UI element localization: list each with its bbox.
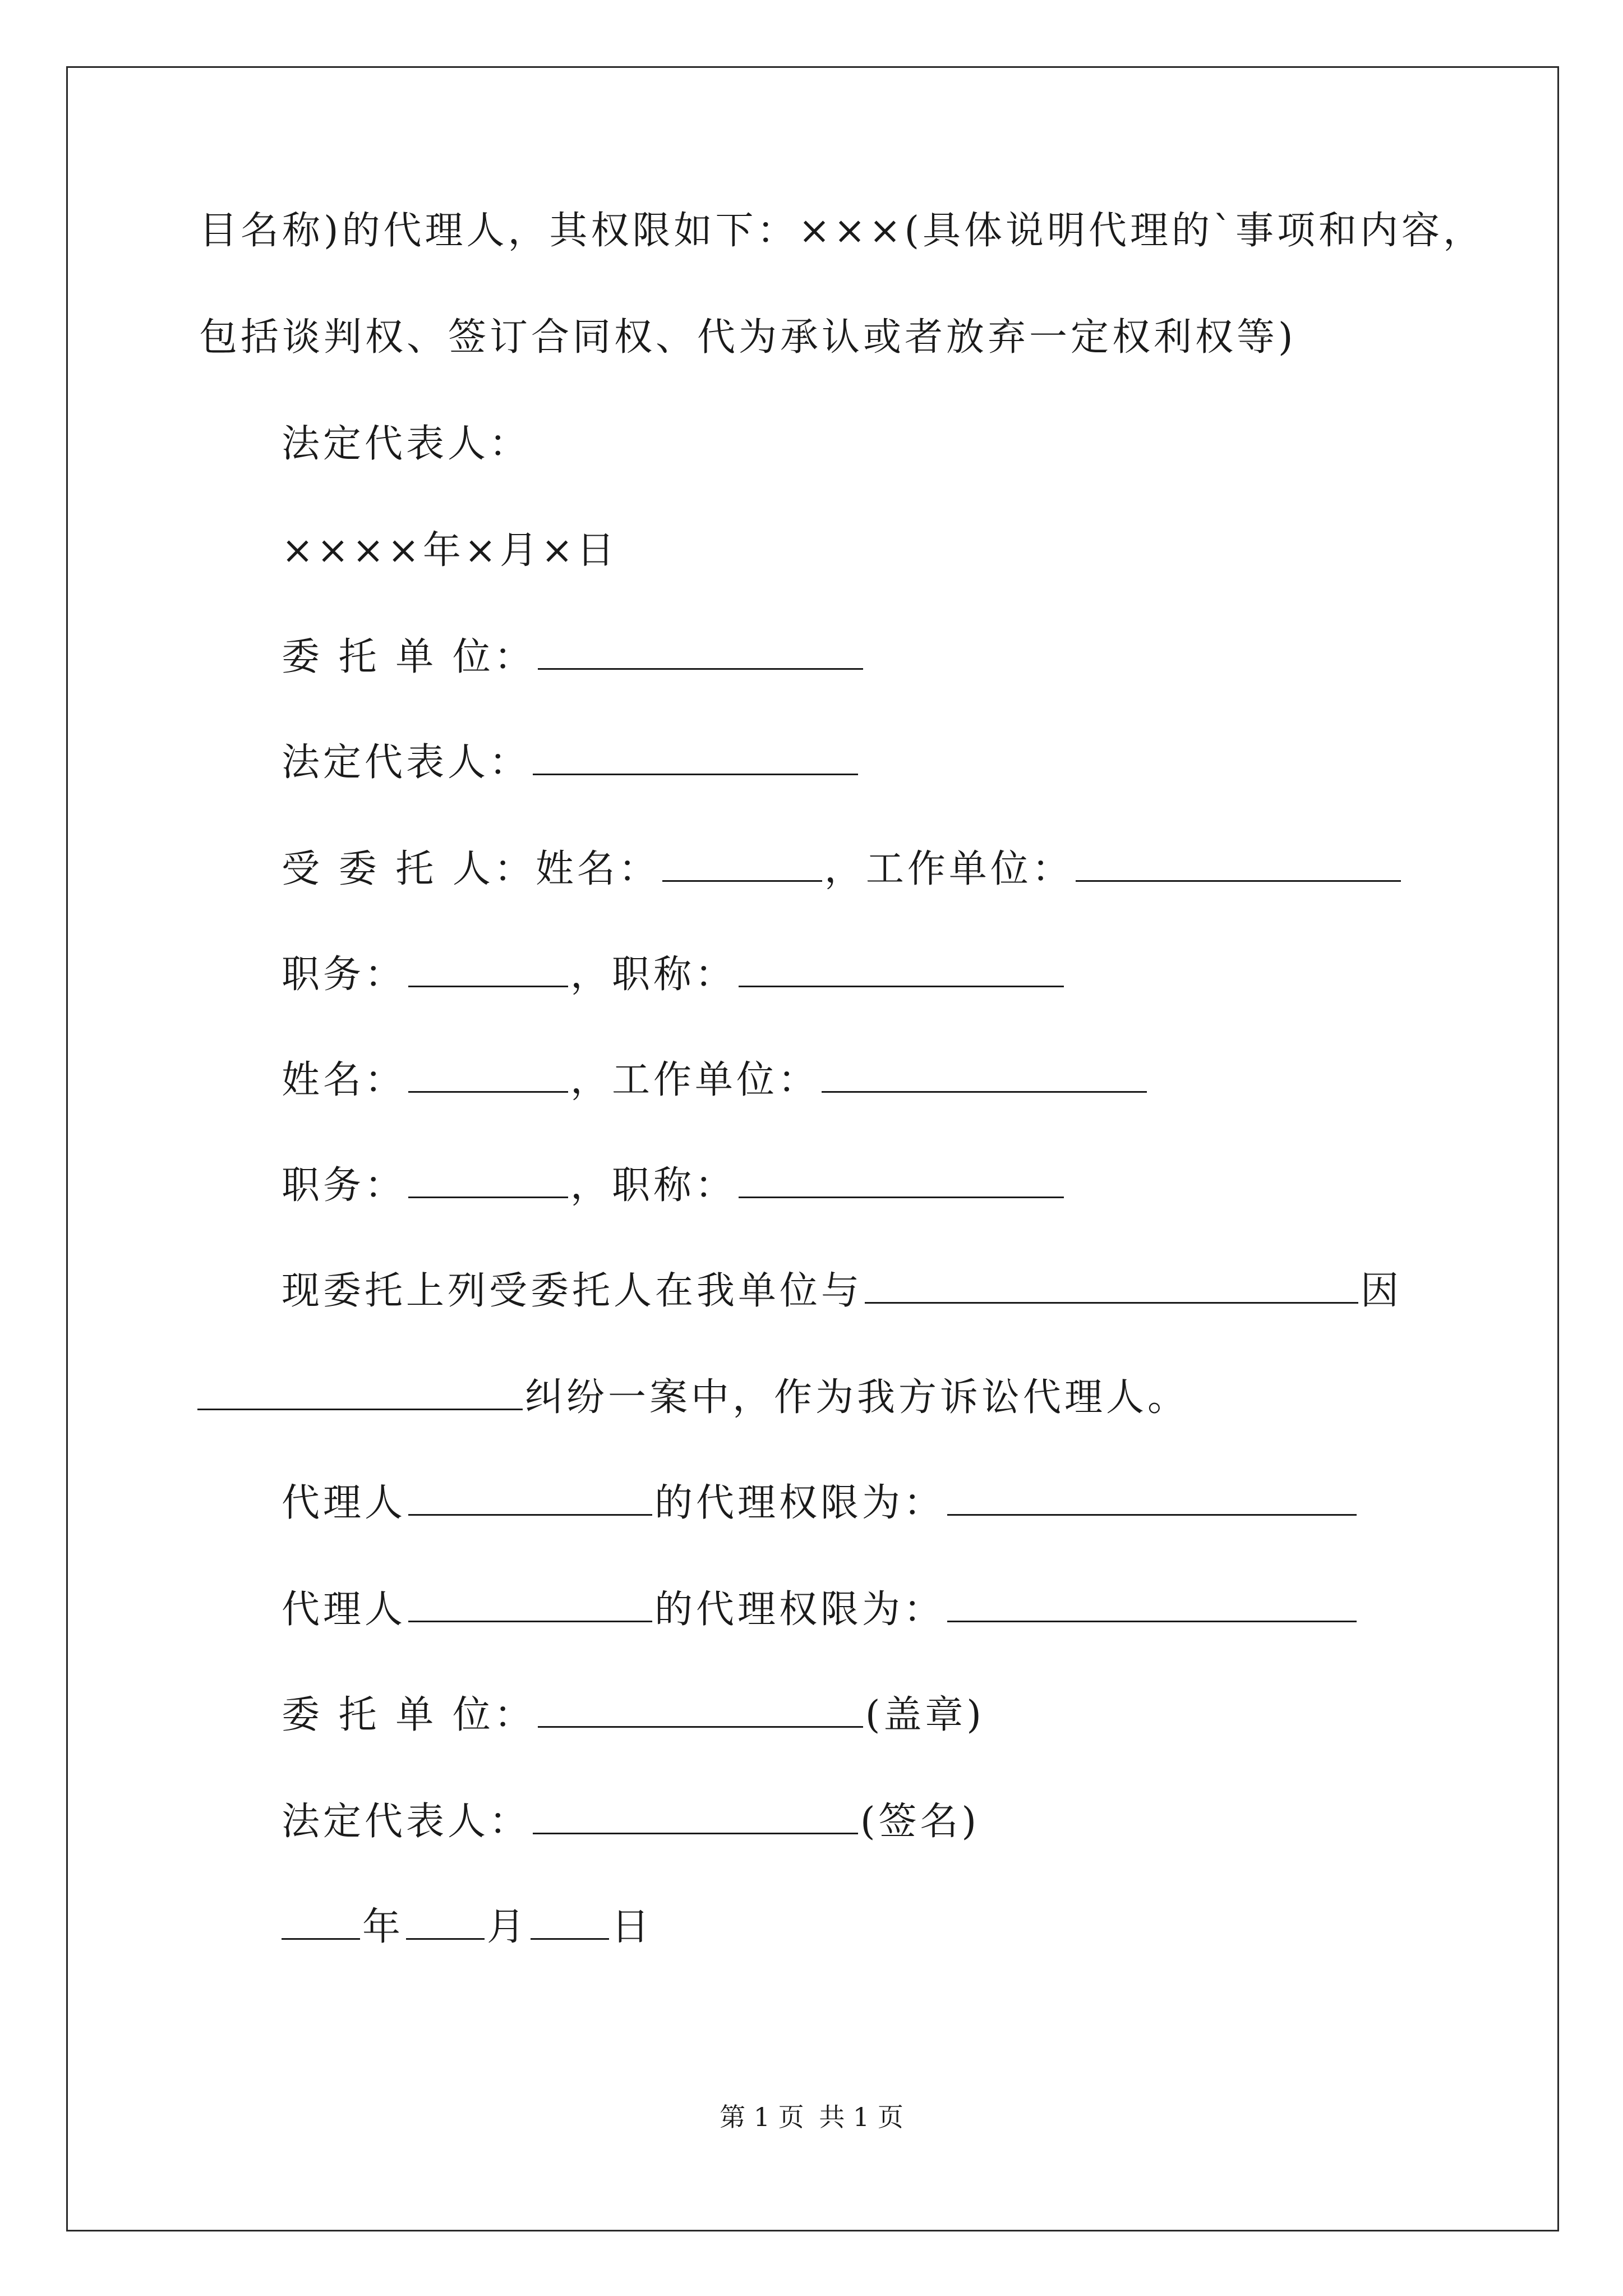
authority-label: 的代理权限为： xyxy=(654,1588,946,1632)
name-label: 姓名： xyxy=(282,1058,407,1102)
work-unit-blank[interactable] xyxy=(822,1059,1147,1093)
date-placeholder: ××××年×月×日 xyxy=(282,528,618,573)
agent-authority-row xyxy=(282,1481,1359,1526)
sign-rep-label: 法定代表人： xyxy=(282,1800,531,1844)
case-text: 纠纷一案中，作为我方诉讼代理人。 xyxy=(525,1375,1189,1420)
page-total: 共 1 页 xyxy=(819,2102,903,2132)
work-unit-blank[interactable] xyxy=(1076,848,1401,882)
case-line-1 xyxy=(282,1269,1402,1314)
position-blank[interactable] xyxy=(408,953,568,987)
seal-note: (盖章) xyxy=(865,1693,985,1737)
case-line-2 xyxy=(197,1375,1189,1420)
paragraph-line: 目名称)的代理人，其权限如下：×××(具体说明代理的`事项和内容， xyxy=(199,209,1484,253)
agent-authority-row xyxy=(282,1588,1359,1632)
case-text: 现委托上列受委托人在我单位与 xyxy=(282,1269,863,1313)
title-blank[interactable] xyxy=(739,953,1064,987)
legal-rep-label: 法定代表人： xyxy=(282,740,531,785)
authority-label: 的代理权限为： xyxy=(654,1481,946,1525)
paragraph-line: 包括谈判权、签订合同权、代为承认或者放弃一定权利权等) xyxy=(199,315,1297,360)
sign-rep-blank[interactable] xyxy=(533,1800,858,1834)
position-label: 职务： xyxy=(282,1163,407,1208)
agent-row xyxy=(282,847,1403,892)
sign-unit-blank[interactable] xyxy=(538,1694,863,1728)
sign-unit-row xyxy=(282,1693,985,1738)
page-number: 第 1 页 xyxy=(720,2102,804,2132)
position-blank[interactable] xyxy=(408,1164,568,1198)
agent-name-blank[interactable] xyxy=(662,848,822,882)
year-blank[interactable] xyxy=(282,1906,360,1940)
agent-prefix: 代理人 xyxy=(282,1481,407,1525)
legal-rep-label: 法定代表人： xyxy=(282,422,531,466)
work-unit-label: ，工作单位： xyxy=(570,1058,820,1102)
entrust-unit-row xyxy=(282,635,865,680)
entrust-unit-blank[interactable] xyxy=(538,636,863,670)
title-blank[interactable] xyxy=(739,1164,1064,1198)
authority-blank[interactable] xyxy=(947,1588,1357,1622)
sign-rep-row xyxy=(282,1800,980,1844)
day-blank[interactable] xyxy=(531,1906,609,1940)
name-blank[interactable] xyxy=(408,1059,568,1093)
legal-rep-blank[interactable] xyxy=(533,741,858,775)
agent-blank[interactable] xyxy=(408,1481,652,1516)
sign-unit-label: 委 托 单 位： xyxy=(282,1693,536,1737)
authority-blank[interactable] xyxy=(947,1481,1357,1516)
dispute-blank[interactable] xyxy=(197,1376,523,1410)
entrust-unit-label: 委 托 单 位： xyxy=(282,635,536,679)
position-label: 职务： xyxy=(282,953,407,997)
name-row xyxy=(282,1058,1149,1103)
opponent-blank[interactable] xyxy=(865,1269,1358,1304)
date-row xyxy=(282,1905,653,1950)
position-row xyxy=(282,953,1066,997)
agent-prefix: 代理人 xyxy=(282,1588,407,1632)
month-blank[interactable] xyxy=(406,1906,485,1940)
position-row xyxy=(282,1163,1066,1208)
title-label: ，职称： xyxy=(570,1163,737,1208)
agent-name-label: 受 委 托 人：姓名： xyxy=(282,847,660,891)
year-label: 年 xyxy=(362,1905,404,1949)
month-label: 月 xyxy=(487,1905,529,1949)
title-label: ，职称： xyxy=(570,953,737,997)
case-text-end: 因 xyxy=(1361,1269,1403,1313)
page-footer xyxy=(0,2101,1623,2133)
sign-note: (签名) xyxy=(860,1800,980,1844)
legal-rep-row xyxy=(282,740,860,785)
work-unit-label: ，工作单位： xyxy=(824,847,1073,891)
agent-blank[interactable] xyxy=(408,1588,652,1622)
day-label: 日 xyxy=(611,1905,653,1949)
